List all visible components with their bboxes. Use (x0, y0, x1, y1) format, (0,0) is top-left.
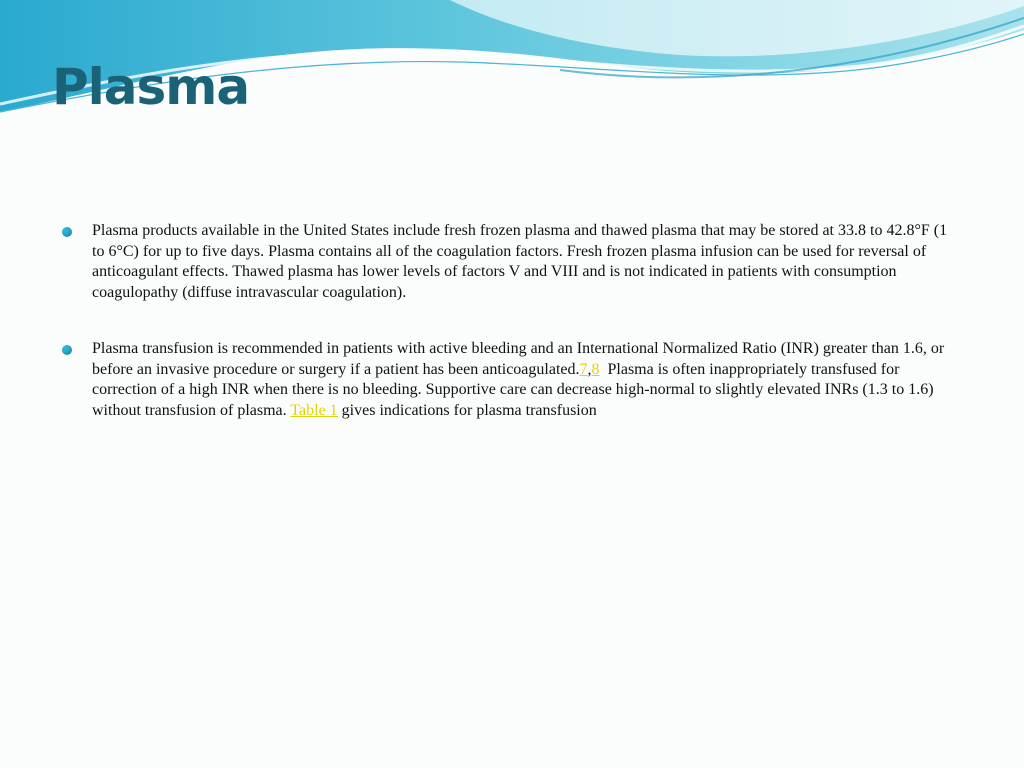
bullet-item-2 (62, 339, 962, 421)
bullet-text: Plasma products available in the United States include fresh frozen plasma and thawed plasma that may be stored at 33.8 to 42.8°F (1 to 6°C) for up to five days. Plasma contains all of the coagulation factors. Fresh frozen plasma infusion can be used for reversal of anticoagulant effects. Thawed plasma has lower levels of factors V and VIII and is not indicated in patients with consumption coagulopathy (diffuse intravascular coagulation). (92, 222, 948, 301)
reference-separator: , (587, 360, 592, 378)
bullet-dot-icon (62, 227, 72, 237)
bullet-dot-icon (62, 345, 72, 355)
bullet-text-part: gives indications for plasma transfusion (337, 401, 597, 419)
bullet-item-1 (62, 221, 962, 303)
table-1-link[interactable]: Table 1 (290, 401, 338, 419)
bullet-text-part: Plasma is often inappropriately transfused for correction of a high INR when there is no bleeding. Supportive care can decrease high-normal to slightly elevated INRs (1.3 to 1.6) without transfusion of plasma. (92, 360, 938, 419)
reference-link-7[interactable]: 7 (579, 360, 588, 378)
slide-content (62, 221, 962, 457)
bullet-text (92, 339, 962, 421)
bullet-text-part: Plasma transfusion is recommended in patients with active bleeding and an International Normalized Ratio (INR) greater than 1.6, or before an invasive procedure or surgery if a patient has been anticoagulated. (92, 340, 945, 378)
slide-title: Plasma (52, 58, 250, 116)
reference-link-8[interactable]: 8 (591, 360, 600, 378)
